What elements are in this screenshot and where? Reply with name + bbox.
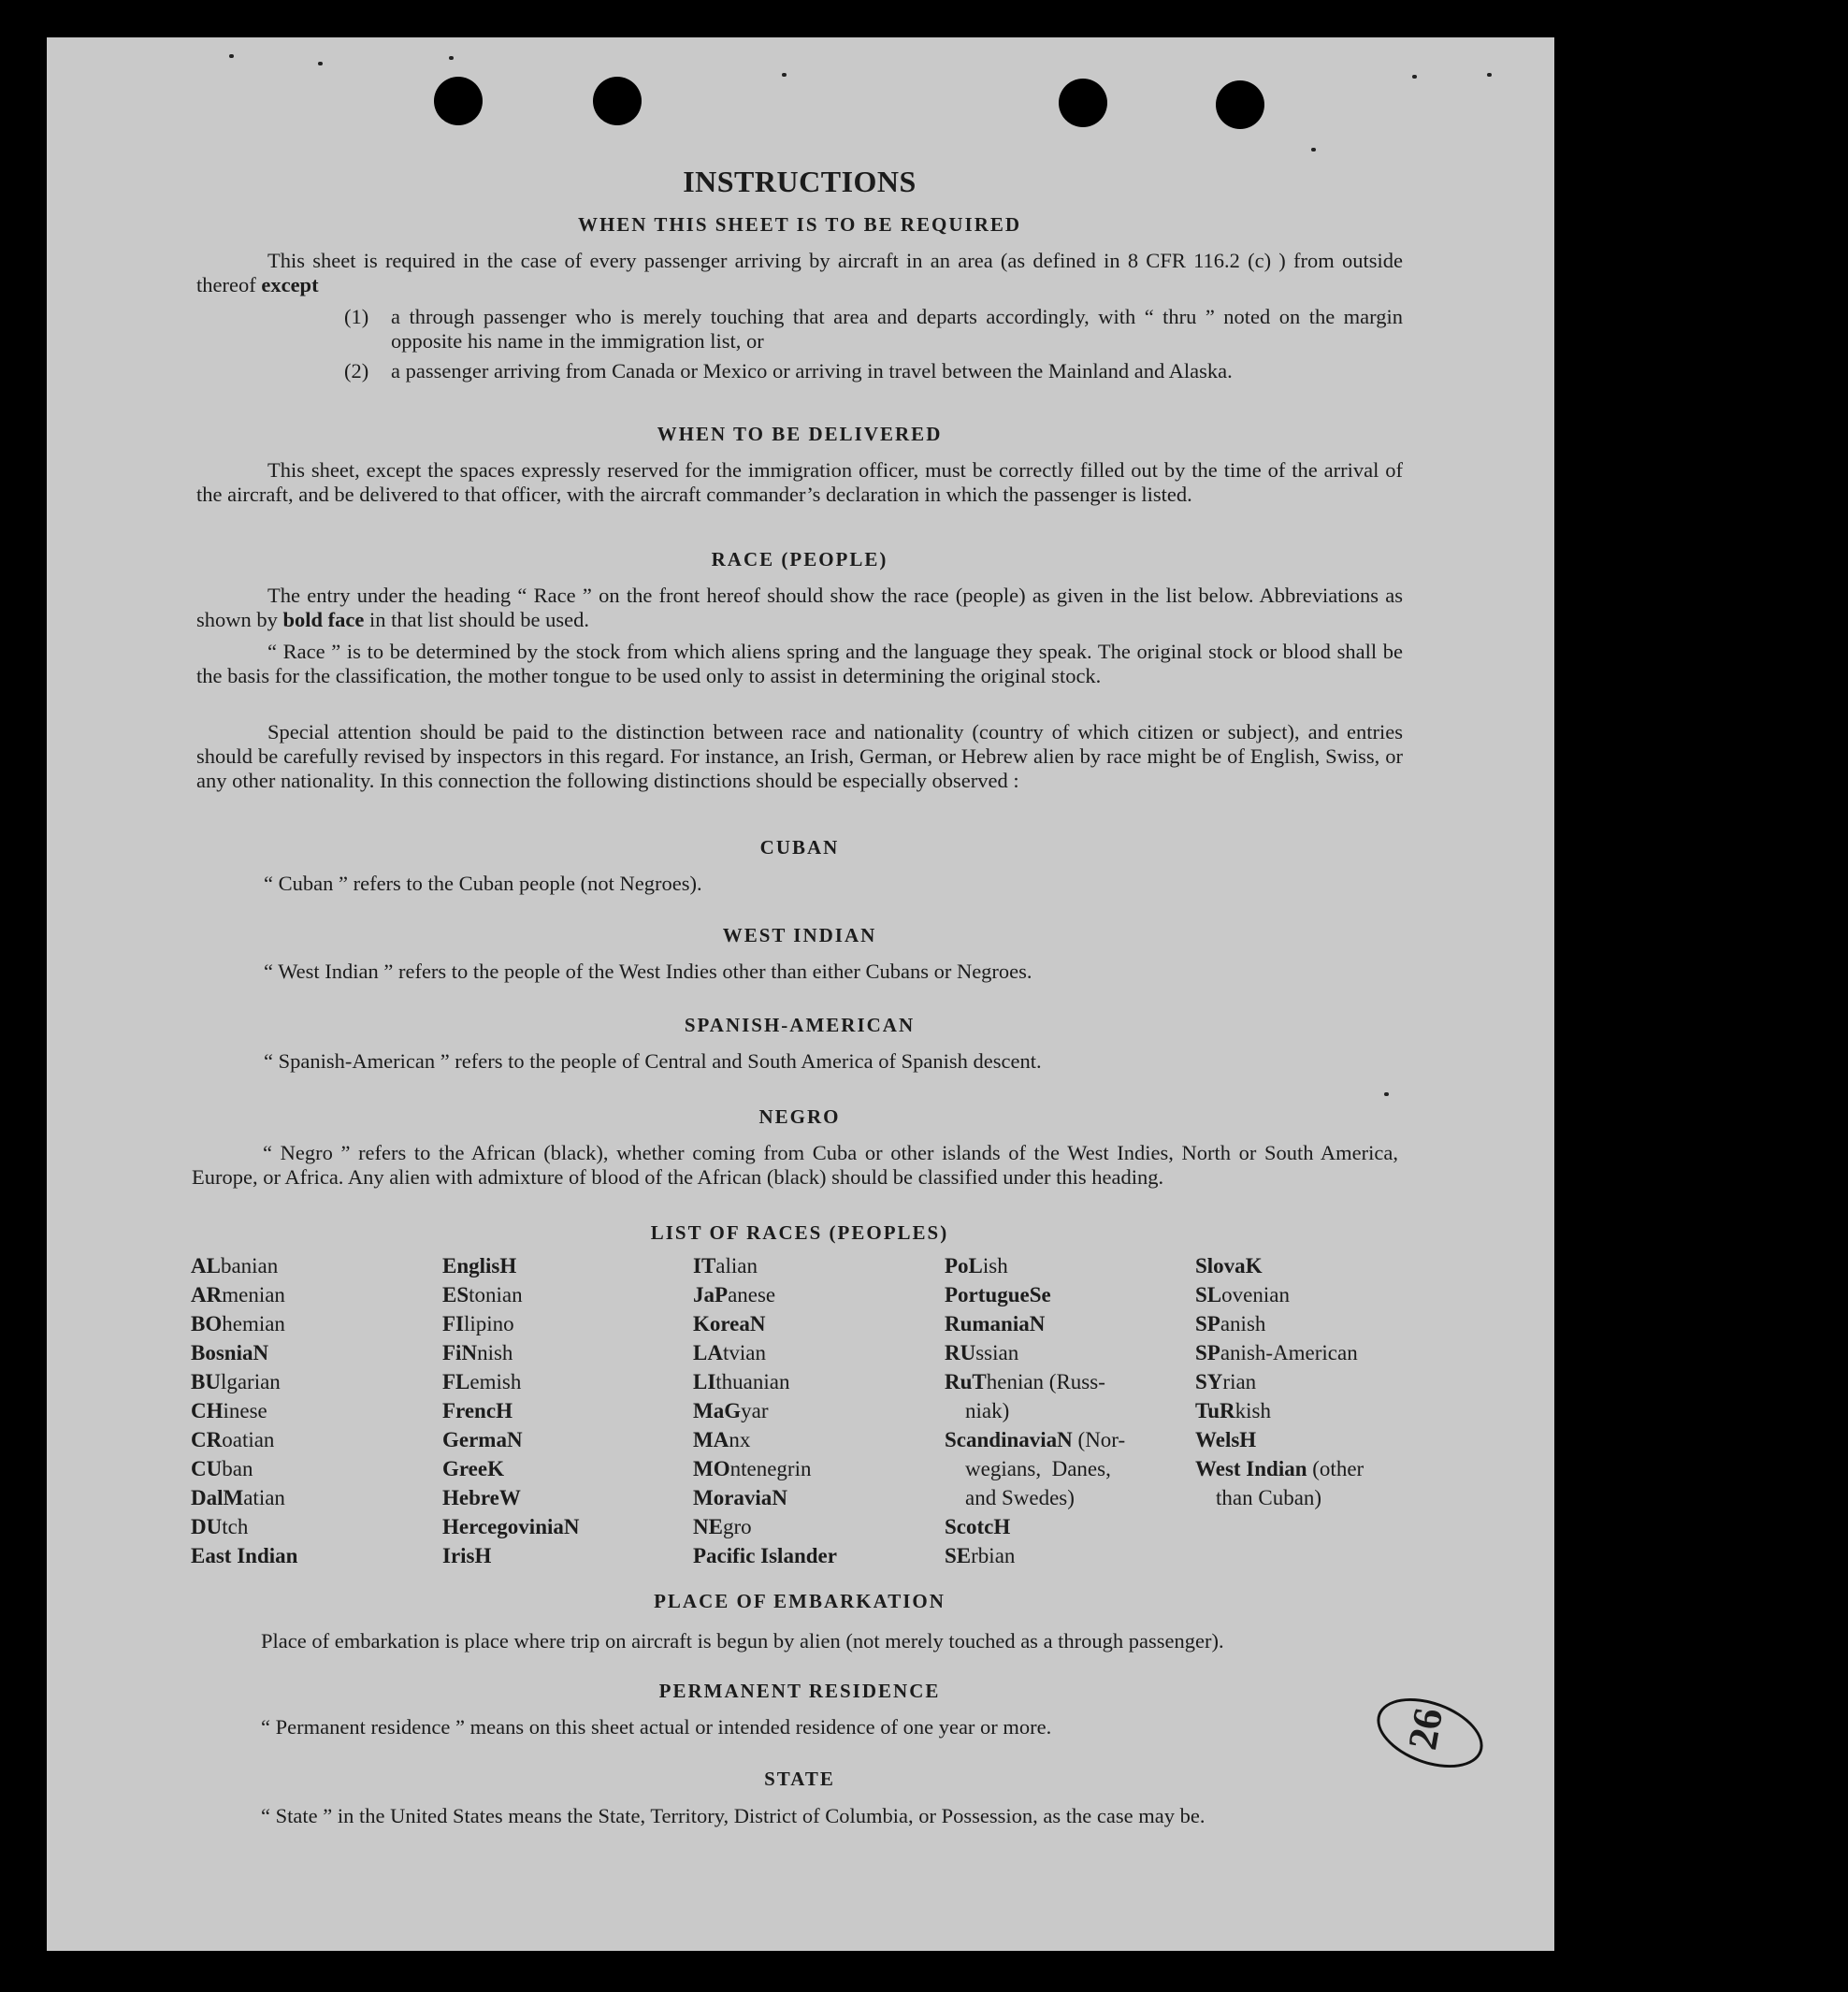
race-entry xyxy=(945,1338,1125,1367)
race-entry xyxy=(191,1541,297,1570)
race-entry xyxy=(1195,1309,1364,1338)
race-abbreviation: AL xyxy=(191,1254,221,1277)
race-abbreviation: Englis xyxy=(442,1254,500,1277)
residence-text: “ Permanent residence ” means on this sheet actual or intended residence of one year or more. xyxy=(261,1715,1052,1739)
race-abbreviation: Hebre xyxy=(442,1486,499,1509)
race-abbreviation: SP xyxy=(1195,1341,1220,1364)
stamp-number: 26 xyxy=(1399,1704,1452,1754)
race-abbreviation: FL xyxy=(442,1370,470,1393)
race-entry xyxy=(1195,1483,1364,1512)
race-entry xyxy=(191,1483,297,1512)
race-abbreviation: NE xyxy=(693,1515,723,1538)
race-abbreviation: Iris xyxy=(442,1544,475,1567)
race-entry xyxy=(693,1251,837,1280)
races-column xyxy=(442,1251,580,1570)
section-heading-spanish-american: SPANISH-AMERICAN xyxy=(684,1014,916,1036)
speck xyxy=(229,54,234,58)
race-entry xyxy=(1195,1280,1364,1309)
negro-text: “ Negro ” refers to the African (black), whether coming from Cuba or other islands of the West Indies, North or South America, Europe, or Africa. Any alien with admixture of blood of the African (black) should be classified under this heading. xyxy=(192,1141,1398,1189)
race-text: (other xyxy=(1307,1457,1364,1480)
race-text: wegians, Danes, xyxy=(965,1457,1111,1480)
race-text: ssian xyxy=(975,1341,1019,1364)
race-abbreviation: West Indian xyxy=(1195,1457,1307,1480)
race-text: rbian xyxy=(971,1544,1016,1567)
race-entry xyxy=(693,1338,837,1367)
section-heading-negro: NEGRO xyxy=(758,1105,841,1128)
race-abbreviation: P xyxy=(715,1283,729,1306)
race-text: alian xyxy=(715,1254,758,1277)
race-p1-bold: bold face xyxy=(282,608,365,631)
race-text: tch xyxy=(222,1515,249,1538)
section-heading-race: RACE (PEOPLE) xyxy=(711,548,888,570)
race-abbreviation: N xyxy=(749,1312,766,1335)
speck xyxy=(1311,148,1316,152)
race-abbreviation: N xyxy=(1029,1312,1046,1335)
race-abbreviation: PortugueSe xyxy=(945,1283,1051,1306)
race-text: tonian xyxy=(469,1283,523,1306)
race-abbreviation: Scotc xyxy=(945,1515,994,1538)
race-entry xyxy=(442,1251,580,1280)
race-paragraph-2: “ Race ” is to be determined by the stock from which aliens spring and the language they speak. The original stock or blood shall be the basis for the classification, the mother tongue to be used only to assist in determining the original stock. xyxy=(196,640,1403,687)
race-text: nish xyxy=(477,1341,513,1364)
race-entry xyxy=(1195,1425,1364,1454)
race-text: yar xyxy=(741,1399,769,1422)
punch-hole xyxy=(434,77,483,125)
race-abbreviation: IT xyxy=(693,1254,716,1277)
race-abbreviation: Ma xyxy=(693,1399,725,1422)
race-text: emish xyxy=(469,1370,522,1393)
race-text: menian xyxy=(222,1283,285,1306)
race-entry xyxy=(693,1280,837,1309)
race-entry xyxy=(1195,1454,1364,1483)
race-abbreviation: Rumania xyxy=(945,1312,1030,1335)
race-abbreviation: Moravia xyxy=(693,1486,772,1509)
race-abbreviation: FI xyxy=(442,1312,464,1335)
race-abbreviation: LI xyxy=(693,1370,716,1393)
race-text: nx xyxy=(729,1428,751,1451)
race-abbreviation: AR xyxy=(191,1283,223,1306)
race-abbreviation: Gree xyxy=(442,1457,488,1480)
race-entry xyxy=(1195,1396,1364,1425)
race-entry xyxy=(693,1309,837,1338)
race-entry xyxy=(191,1280,297,1309)
race-entry xyxy=(1195,1367,1364,1396)
race-abbreviation: H xyxy=(499,1254,517,1277)
race-entry xyxy=(693,1541,837,1570)
race-paragraph-3: Special attention should be paid to the distinction between race and nationality (country of which citizen or subject), and entries should be carefully revised by inspectors in this regard. For instance, an Irish, German, or Hebrew alien by race might be of English, Swiss, or any other nationality. In this connection the following distinctions should be especially observed : xyxy=(196,720,1403,792)
race-entry xyxy=(693,1367,837,1396)
race-entry xyxy=(693,1454,837,1483)
race-abbreviation: BO xyxy=(191,1312,223,1335)
race-entry xyxy=(945,1396,1125,1425)
exception-text: a passenger arriving from Canada or Mexico or arriving in travel between the Mainland and Alaska. xyxy=(391,359,1233,383)
section-heading-west-indian: WEST INDIAN xyxy=(722,924,877,946)
race-abbreviation: H xyxy=(496,1399,513,1422)
race-text: anish xyxy=(1220,1312,1266,1335)
punch-hole xyxy=(1216,80,1264,129)
race-text: anish-American xyxy=(1220,1341,1358,1364)
race-abbreviation: LA xyxy=(693,1341,723,1364)
race-abbreviation: CU xyxy=(191,1457,223,1480)
race-entry xyxy=(945,1367,1125,1396)
race-abbreviation: N xyxy=(253,1341,269,1364)
race-text: hemian xyxy=(222,1312,285,1335)
required-intro-bold: except xyxy=(261,273,319,296)
race-entry xyxy=(693,1512,837,1541)
race-entry xyxy=(191,1454,297,1483)
embarkation-text: Place of embarkation is place where trip on aircraft is begun by alien (not merely touched as a through passenger). xyxy=(261,1629,1224,1653)
required-intro xyxy=(196,249,1403,297)
race-entry xyxy=(442,1512,580,1541)
race-abbreviation: N xyxy=(1057,1428,1073,1451)
race-entry xyxy=(945,1512,1125,1541)
race-abbreviation: Ja xyxy=(693,1283,715,1306)
section-heading-delivered: WHEN TO BE DELIVERED xyxy=(657,423,943,445)
punch-hole xyxy=(593,77,642,125)
race-abbreviation: Bosnia xyxy=(191,1341,253,1364)
race-entry xyxy=(442,1541,580,1570)
race-entry xyxy=(442,1367,580,1396)
race-entry xyxy=(693,1483,837,1512)
race-abbreviation: PoL xyxy=(945,1254,983,1277)
section-heading-races-list: LIST OF RACES (PEOPLES) xyxy=(650,1221,949,1244)
speck xyxy=(782,73,787,77)
race-text: banian xyxy=(220,1254,279,1277)
race-entry xyxy=(442,1280,580,1309)
race-entry xyxy=(442,1338,580,1367)
race-entry xyxy=(945,1454,1125,1483)
west-indian-text: “ West Indian ” refers to the people of the West Indies other than either Cubans or Negroes. xyxy=(264,960,1032,983)
race-text: ntenegrin xyxy=(729,1457,812,1480)
required-intro-text: This sheet is required in the case of every passenger arriving by aircraft in an area (as defined in 8 CFR 116.2 (c) ) from outside thereof xyxy=(196,249,1403,296)
speck xyxy=(1384,1092,1389,1096)
race-text: gro xyxy=(722,1515,752,1538)
race-abbreviation: SE xyxy=(945,1544,972,1567)
race-abbreviation: BU xyxy=(191,1370,221,1393)
race-entry xyxy=(191,1512,297,1541)
race-abbreviation: H xyxy=(1239,1428,1257,1451)
race-abbreviation: SL xyxy=(1195,1283,1222,1306)
section-heading-required: WHEN THIS SHEET IS TO BE REQUIRED xyxy=(577,213,1022,236)
races-column xyxy=(693,1251,837,1570)
race-entry xyxy=(1195,1338,1364,1367)
race-entry xyxy=(191,1338,297,1367)
exception-text: a through passenger who is merely touching that area and departs accordingly, with “ thru ” noted on the margin opposite his name in the immigration list, or xyxy=(391,305,1403,353)
race-abbreviation: CR xyxy=(191,1428,223,1451)
race-abbreviation: N xyxy=(461,1341,478,1364)
race-abbreviation: Scandinavia xyxy=(945,1428,1058,1451)
race-abbreviation: K xyxy=(487,1457,504,1480)
race-entry xyxy=(442,1396,580,1425)
race-text: tvian xyxy=(722,1341,766,1364)
speck xyxy=(449,56,454,60)
race-text: ish xyxy=(982,1254,1008,1277)
race-entry xyxy=(191,1396,297,1425)
race-abbreviation: Pacific Islander xyxy=(693,1544,837,1567)
punch-hole xyxy=(1059,79,1107,127)
exception-item xyxy=(344,359,1403,383)
speck xyxy=(318,62,323,65)
race-text: lgarian xyxy=(220,1370,281,1393)
delivered-text: This sheet, except the spaces expressly reserved for the immigration officer, must be correctly filled out by the time of the arrival of the aircraft, and be delivered to that officer, with the aircraft commander’s declaration in which the passenger is listed. xyxy=(196,458,1403,506)
race-abbreviation: RuT xyxy=(945,1370,987,1393)
race-entry xyxy=(191,1367,297,1396)
race-text: kish xyxy=(1234,1399,1271,1422)
race-abbreviation: Slova xyxy=(1195,1254,1246,1277)
race-entry xyxy=(945,1425,1125,1454)
race-entry xyxy=(442,1483,580,1512)
race-entry xyxy=(693,1396,837,1425)
races-column xyxy=(1195,1251,1364,1512)
race-abbreviation: M xyxy=(223,1486,244,1509)
race-abbreviation: Wels xyxy=(1195,1428,1240,1451)
race-entry xyxy=(945,1309,1125,1338)
race-abbreviation: Frenc xyxy=(442,1399,497,1422)
races-column xyxy=(945,1251,1125,1570)
race-abbreviation: CH xyxy=(191,1399,224,1422)
race-p1-text: The entry under the heading “ Race ” on the front hereof should show the race (people) as given in the list below. Abbreviations as shown by xyxy=(196,584,1403,631)
exception-number: (1) xyxy=(344,305,369,328)
race-text: rian xyxy=(1222,1370,1257,1393)
race-text: and Swedes) xyxy=(965,1486,1075,1509)
race-text: henian (Russ- xyxy=(986,1370,1105,1393)
races-column xyxy=(191,1251,297,1570)
race-abbreviation: H xyxy=(993,1515,1011,1538)
race-entry xyxy=(191,1251,297,1280)
race-abbreviation: SY xyxy=(1195,1370,1223,1393)
race-abbreviation: Korea xyxy=(693,1312,750,1335)
race-abbreviation: SP xyxy=(1195,1312,1220,1335)
race-entry xyxy=(1195,1251,1364,1280)
race-abbreviation: ES xyxy=(442,1283,469,1306)
speck xyxy=(1487,73,1492,77)
race-entry xyxy=(945,1280,1125,1309)
race-abbreviation: Dal xyxy=(191,1486,224,1509)
spanish-american-text: “ Spanish-American ” refers to the people of Central and South America of Spanish descent. xyxy=(264,1049,1042,1073)
race-abbreviation: RU xyxy=(945,1341,976,1364)
race-paragraph-1 xyxy=(196,584,1403,632)
race-text: ban xyxy=(222,1457,253,1480)
race-abbreviation: K xyxy=(1245,1254,1263,1277)
race-abbreviation: Germa xyxy=(442,1428,507,1451)
race-abbreviation: G xyxy=(724,1399,742,1422)
race-entry xyxy=(945,1541,1125,1570)
section-heading-residence: PERMANENT RESIDENCE xyxy=(658,1680,941,1702)
race-abbreviation: MA xyxy=(693,1428,729,1451)
state-text: “ State ” in the United States means the State, Territory, District of Columbia, or Possession, as the case may be. xyxy=(261,1804,1206,1827)
race-text: inese xyxy=(223,1399,267,1422)
race-abbreviation: MO xyxy=(693,1457,730,1480)
race-text: ovenian xyxy=(1221,1283,1290,1306)
race-entry xyxy=(945,1483,1125,1512)
cuban-text: “ Cuban ” refers to the Cuban people (not Negroes). xyxy=(264,872,702,895)
race-entry xyxy=(191,1425,297,1454)
race-entry xyxy=(693,1425,837,1454)
race-text: niak) xyxy=(965,1399,1010,1422)
race-text: lipino xyxy=(464,1312,514,1335)
race-entry xyxy=(442,1425,580,1454)
race-text: (Nor- xyxy=(1072,1428,1126,1451)
exception-number: (2) xyxy=(344,359,369,383)
race-entry xyxy=(191,1309,297,1338)
race-p1-text-end: in that list should be used. xyxy=(369,608,590,631)
race-abbreviation: East Indian xyxy=(191,1544,298,1567)
race-abbreviation: H xyxy=(474,1544,492,1567)
race-text: atian xyxy=(243,1486,285,1509)
race-text: thuanian xyxy=(715,1370,790,1393)
page-title: INSTRUCTIONS xyxy=(683,165,917,198)
race-abbreviation: TuR xyxy=(1195,1399,1235,1422)
race-abbreviation: N xyxy=(506,1428,523,1451)
exception-item xyxy=(344,305,1403,354)
race-abbreviation: N xyxy=(563,1515,580,1538)
race-text: oatian xyxy=(222,1428,275,1451)
speck xyxy=(1412,75,1417,79)
section-heading-state: STATE xyxy=(764,1768,835,1790)
race-abbreviation: Fi xyxy=(442,1341,462,1364)
section-heading-embarkation: PLACE OF EMBARKATION xyxy=(654,1590,946,1612)
race-text: than Cuban) xyxy=(1216,1486,1322,1509)
race-abbreviation: W xyxy=(498,1486,521,1509)
race-abbreviation: Hercegovinia xyxy=(442,1515,564,1538)
race-text: anese xyxy=(728,1283,776,1306)
race-entry xyxy=(442,1454,580,1483)
section-heading-cuban: CUBAN xyxy=(759,836,840,859)
race-abbreviation: N xyxy=(772,1486,787,1509)
race-entry xyxy=(442,1309,580,1338)
race-abbreviation: DU xyxy=(191,1515,223,1538)
race-entry xyxy=(945,1251,1125,1280)
